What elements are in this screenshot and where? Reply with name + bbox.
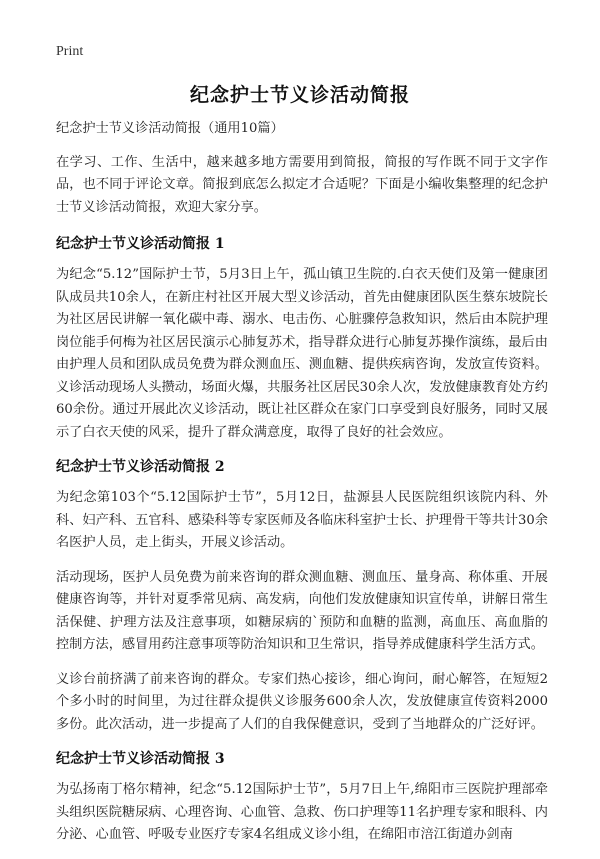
paragraph: 为纪念第103个“5.12国际护士节”，5月12日，盐源县人民医院组织该院内科、外科、妇产科、五官科、感染科等专家医师及各临床科室护士长、护理骨干等共计30余名医护人员，走上街头，开展义诊活动。 bbox=[56, 490, 548, 550]
article-body bbox=[56, 118, 548, 859]
section-heading: 纪念护士节义诊活动简报 2 bbox=[56, 459, 225, 475]
intro-paragraph: 在学习、工作、生活中，越来越多地方需要用到简报，简报的写作既不同于文字作品，也不同于评论文章。简报到底怎么拟定才合适呢？下面是小编收集整理的纪念护士节义诊活动简报，欢迎大家分享。 bbox=[56, 154, 548, 215]
paragraph: 活动现场，医护人员免费为前来咨询的群众测血糖、测血压、量身高、称体重、开展健康咨询等，并针对夏季常见病、高发病，向他们发放健康知识宣传单，讲解日常生活保健、护理方法及注意事项，如糖尿病的`预防和血糖的监测，高血压、高血脂的控制方法，感冒用药注意事项等防治知识和卫生常识，指导养成健康科学生活方式。 bbox=[56, 569, 548, 652]
section-1 bbox=[56, 233, 548, 444]
paragraph: 义诊台前挤满了前来咨询的群众。专家们热心接诊，细心询问，耐心解答，在短短2个多小时的时间里，为过往群众提供义诊服务600余人次，发放健康宣传资料2000多份。此次活动，进一步提高了人们的自我保健意识，受到了当地群众的广泛好评。 bbox=[56, 671, 548, 732]
print-link[interactable]: Print bbox=[56, 44, 84, 59]
section-heading: 纪念护士节义诊活动简报 3 bbox=[56, 751, 225, 767]
paragraph: 为纪念“5.12”国际护士节，5月3日上午，孤山镇卫生院的.白衣天使们及第一健康团队成员共10余人，在新庄村社区开展大型义诊活动，首先由健康团队医生蔡东坡院长为社区居民讲解一氧化碳中毒、溺水、电击伤、心脏骤停急救知识，然后由本院护理岗位能手何梅为社区居民演示心肺复苏术，指导群众进行心肺复苏操作演练，最后由由护理人员和团队成员免费为群众测血压、测血糖、提供疾病咨询，发放宣传资料。义诊活动现场人头攒动，场面火爆，共服务社区居民30余人次，发放健康教育处方约60余份。通过开展此次义诊活动，既让社区群众在家门口享受到良好服务，同时又展示了白衣天使的风采，提升了群众满意度，取得了良好的社会效应。 bbox=[56, 267, 548, 440]
page-title: 纪念护士节义诊活动简报 bbox=[189, 84, 410, 106]
section-heading: 纪念护士节义诊活动简报 1 bbox=[56, 236, 225, 252]
article-subtitle: 纪念护士节义诊活动简报（通用10篇） bbox=[56, 121, 284, 136]
section-3 bbox=[56, 748, 548, 847]
paragraph: 为弘扬南丁格尔精神，纪念“5.12国际护士节”，5月7日上午,绵阳市三医院护理部牵头组织医院糖尿病、心理咨询、心血管、急救、伤口护理等11名护理专家和眼科、内分泌、心血管、呼吸专业医疗专家4名组成义诊小组，在绵阳市涪江街道办剑南 bbox=[56, 782, 548, 842]
section-2 bbox=[56, 456, 548, 736]
